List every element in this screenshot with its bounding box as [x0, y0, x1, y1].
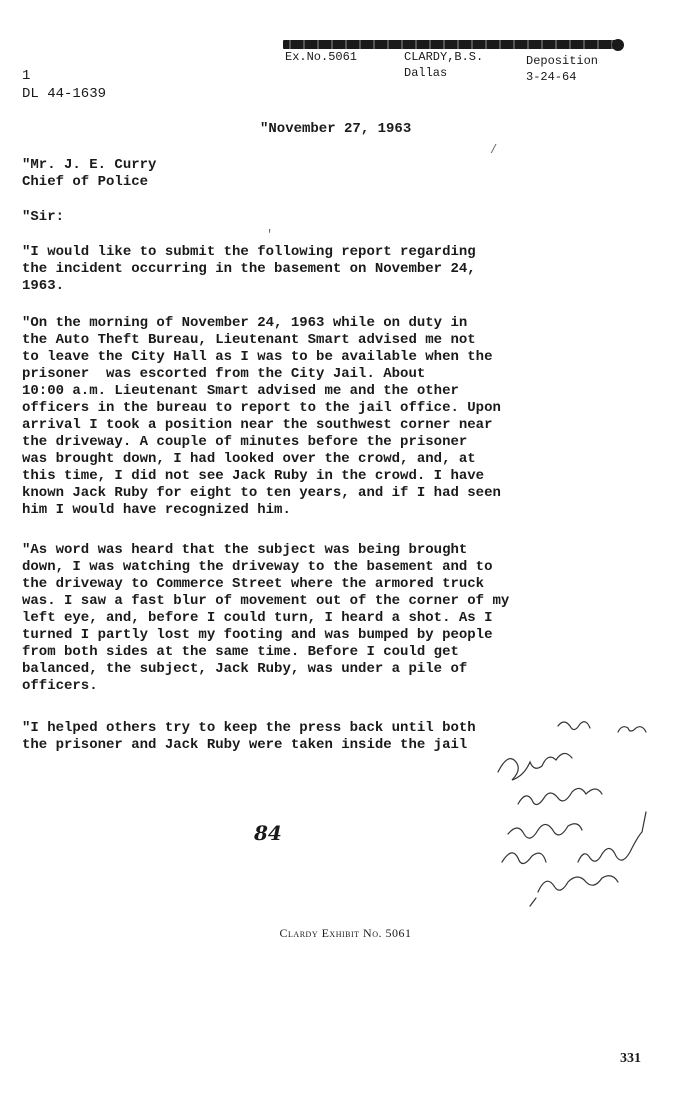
paragraph-1: "I would like to submit the following report regarding the incident occurring in the basement on November 24, 1963. [22, 244, 476, 294]
header-page-number: 1 [22, 68, 31, 84]
exhibit-caption: Clardy Exhibit No. 5061 [279, 926, 412, 940]
stamp-city: Dallas [404, 66, 448, 80]
handwritten-page-number: 84 [254, 821, 282, 845]
header-file-number: DL 44-1639 [22, 86, 107, 102]
footer-page-number: 331 [620, 1051, 641, 1066]
stamp-name: CLARDY,B.S. [404, 50, 484, 64]
letter-date: "November 27, 1963 [260, 121, 412, 137]
exhibit-stamp-bar [283, 40, 619, 49]
stray-mark: ' [266, 228, 274, 242]
handwritten-annotation-signature [478, 712, 678, 912]
recipient-title: Chief of Police [22, 174, 149, 190]
recipient-name: "Mr. J. E. Curry [22, 157, 157, 173]
stamp-date: 3-24-64 [526, 70, 577, 84]
salutation: "Sir: [22, 209, 65, 225]
stray-mark: / [490, 143, 498, 157]
stamp-exhibit-number: Ex.No.5061 [285, 50, 358, 64]
paragraph-3: "As word was heard that the subject was being brought down, I was watching the driveway to the basement and to the driveway to Commerce Street where the armored truck was. I saw a fast blur of movement out of the corner of my left eye, and, before I could turn, I heard a shot. As I turned I partly lost my footing and was bumped by people from both sides at the same time. Before I could get balanced, the subject, Jack Ruby, was under a pile of officers. [22, 542, 510, 694]
paragraph-4: "I helped others try to keep the press back until both the prisoner and Jack Ruby were taken inside the jail [22, 720, 476, 753]
paragraph-2: "On the morning of November 24, 1963 while on duty in the Auto Theft Bureau, Lieutenant Smart advised me not to leave the City Hall as I was to be available when the prisoner was escorted from the City Jail. About 10:00 a.m. Lieutenant Smart advised me and the other officers in the bureau to report to the jail office. Upon arrival I took a position near the southwest corner near the driveway. A couple of minutes before the prisoner was brought down, I had looked over the crowd, and, at this time, I did not see Jack Ruby in the crowd. I have known Jack Ruby for eight to ten years, and if I had seen him I would have recognized him. [22, 315, 501, 518]
stamp-type: Deposition [526, 54, 599, 68]
